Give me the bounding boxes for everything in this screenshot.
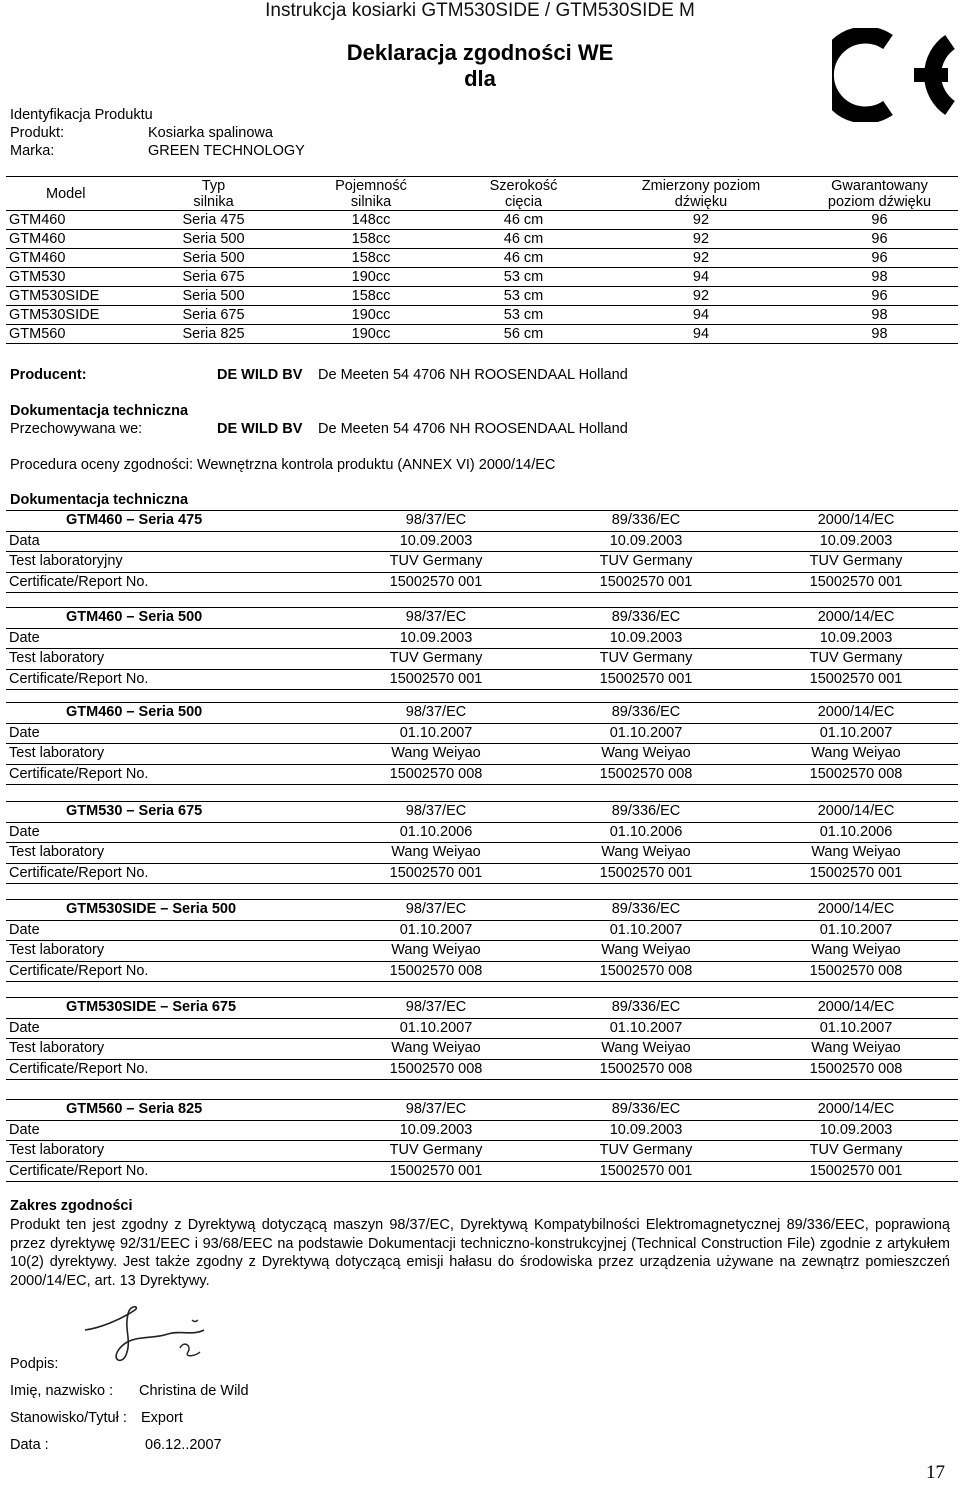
certification-model-row [6, 801, 958, 823]
certification-value: TUV Germany [809, 1142, 903, 1158]
certification-value: 15002570 001 [809, 573, 903, 590]
models-table-cell: GTM560 [6, 325, 131, 344]
certification-value: 15002570 001 [599, 864, 693, 881]
certification-row-label: Date [9, 724, 40, 741]
position-value: Export [141, 1410, 183, 1426]
certification-row-label: Test laboratoryjny [9, 553, 123, 569]
certification-row-label: GTM530SIDE – Seria 500 [66, 901, 237, 917]
models-table-cell: 190cc [296, 325, 446, 344]
certification-value: 15002570 001 [389, 1162, 483, 1179]
certification-value: TUV Germany [389, 1142, 483, 1158]
models-table-cell: Seria 475 [131, 211, 296, 230]
certification-value: TUV Germany [389, 553, 483, 569]
models-table-header-cell [801, 177, 958, 211]
certification-value: Wang Weiyao [811, 1040, 901, 1056]
header-line: Szerokość [489, 177, 558, 194]
certification-row-label: Certificate/Report No. [9, 765, 149, 782]
models-table-cell: 96 [801, 211, 958, 230]
documentation-address: De Meeten 54 4706 NH ROOSENDAAL Holland [318, 421, 628, 437]
certification-value: Wang Weiyao [601, 1040, 691, 1056]
certification-row-label: Date [9, 823, 40, 840]
certification-value: 01.10.2007 [819, 921, 893, 938]
certification-value: 01.10.2007 [819, 724, 893, 741]
models-table-cell: GTM530SIDE [6, 287, 131, 306]
certification-value: 10.09.2003 [609, 532, 683, 549]
models-table-cell: 158cc [296, 249, 446, 268]
certification-value: 15002570 008 [389, 1060, 483, 1077]
producer-name: DE WILD BV [217, 367, 303, 383]
certification-lab-row [6, 552, 958, 573]
certification-value: 01.10.2007 [399, 724, 473, 741]
models-table-cell: 158cc [296, 230, 446, 249]
models-table-cell: Seria 825 [131, 325, 296, 344]
models-table-cell: 92 [601, 249, 801, 268]
declaration-title-line1: Deklaracja zgodności WE [346, 40, 614, 65]
models-table-cell: 53 cm [446, 287, 601, 306]
certification-block [6, 899, 958, 982]
certification-value: 15002570 001 [809, 864, 903, 881]
certification-value: 15002570 008 [599, 765, 693, 782]
certification-row-label: Certificate/Report No. [9, 670, 149, 687]
certification-value: 15002570 008 [809, 765, 903, 782]
certification-value: 10.09.2003 [399, 532, 473, 549]
certification-value: Wang Weiyao [391, 1040, 481, 1056]
certification-lab-row [6, 649, 958, 670]
models-table-header-cell [6, 177, 131, 211]
certification-report-row [6, 573, 958, 594]
models-table-cell: 190cc [296, 268, 446, 287]
page-number: 17 [926, 1462, 945, 1483]
brand-value: GREEN TECHNOLOGY [148, 143, 305, 159]
certification-value: 98/37/EC [405, 999, 467, 1015]
certification-value: TUV Germany [599, 553, 693, 569]
documentation-label: Dokumentacja techniczna [10, 403, 189, 419]
certification-report-row [6, 962, 958, 983]
certification-value: 10.09.2003 [819, 1121, 893, 1138]
models-table-cell: 98 [801, 268, 958, 287]
certification-lab-row [6, 1039, 958, 1060]
tech-docs-heading: Dokumentacja techniczna [10, 492, 189, 508]
certification-value: 15002570 008 [389, 765, 483, 782]
certification-value: 98/37/EC [405, 512, 467, 528]
models-table-cell: Seria 500 [131, 230, 296, 249]
header-line: silnika [193, 193, 234, 210]
certification-value: 89/336/EC [611, 999, 681, 1015]
name-label: Imię, nazwisko : [10, 1383, 114, 1399]
document-header-title: Instrukcja kosiarki GTM530SIDE / GTM530SIDE M [265, 0, 695, 21]
certification-value: TUV Germany [599, 650, 693, 666]
certification-value: 01.10.2007 [399, 921, 473, 938]
models-table-cell: 53 cm [446, 268, 601, 287]
procedure-text: Procedura oceny zgodności: Wewnętrzna kontrola produktu (ANNEX VI) 2000/14/EC [10, 457, 556, 473]
certification-value: 15002570 001 [809, 1162, 903, 1179]
certification-value: Wang Weiyao [811, 844, 901, 860]
certification-row-label: Date [9, 921, 40, 938]
models-table-row [6, 268, 958, 287]
certification-value: TUV Germany [809, 650, 903, 666]
certification-value: Wang Weiyao [601, 942, 691, 958]
declaration-title [300, 40, 660, 92]
producer-label: Producent: [10, 367, 87, 383]
models-table-cell: 46 cm [446, 249, 601, 268]
certification-model-row [6, 899, 958, 921]
certification-date-row [6, 1121, 958, 1142]
certification-value: 89/336/EC [611, 1101, 681, 1117]
certification-value: 2000/14/EC [817, 1101, 895, 1117]
certification-block [6, 997, 958, 1080]
certification-row-label: Test laboratory [9, 1142, 105, 1158]
certification-value: 98/37/EC [405, 609, 467, 625]
models-table-cell: GTM460 [6, 249, 131, 268]
certification-value: 10.09.2003 [399, 1121, 473, 1138]
models-table-row [6, 287, 958, 306]
header-line: silnika [350, 193, 392, 210]
header-line: Typ [201, 177, 226, 194]
certification-value: 98/37/EC [405, 803, 467, 819]
certification-lab-row [6, 843, 958, 864]
models-table-header-cell [131, 177, 296, 211]
certification-value: Wang Weiyao [811, 745, 901, 761]
certification-value: 01.10.2006 [609, 823, 683, 840]
models-table-cell: GTM530 [6, 268, 131, 287]
position-label: Stanowisko/Tytuł : [10, 1410, 127, 1426]
certification-date-row [6, 823, 958, 844]
models-table-cell: 92 [601, 211, 801, 230]
certification-value: 89/336/EC [611, 512, 681, 528]
models-table-header-row [6, 177, 958, 211]
certification-row-label: GTM530SIDE – Seria 675 [66, 999, 237, 1015]
models-table-cell: Seria 500 [131, 249, 296, 268]
certification-value: 15002570 001 [809, 670, 903, 687]
declaration-title-line2: dla [464, 66, 496, 91]
certification-value: 98/37/EC [405, 704, 467, 720]
models-table-cell: 158cc [296, 287, 446, 306]
certification-date-row [6, 629, 958, 650]
certification-value: Wang Weiyao [391, 844, 481, 860]
scope-text: Produkt ten jest zgodny z Dyrektywą dotyczącą maszyn 98/37/EC, Dyrektywą Kompatybilności Elektromagnetycznej 89/336/EEC, poprawioną przez dyrektywę 92/31/EEC i 93/68/EEC na podstawie Dokumentacji techniczno-konstrukcyjnej (Technical Construction File) zgodnie z artykułem 10(2) dyrektywy. Jest także zgodny z Dyrektywą dotyczącą emisji hałasu do środowiska przez urządzenia używane na zewnątrz pomieszczeń 2000/14/EC, art. 13 Dyrektywy. [10, 1217, 950, 1289]
name-value: Christina de Wild [139, 1383, 249, 1399]
certification-lab-row [6, 1141, 958, 1162]
certification-value: Wang Weiyao [601, 844, 691, 860]
models-table-row [6, 249, 958, 268]
certification-value: 89/336/EC [611, 609, 681, 625]
signature-image [80, 1300, 230, 1380]
certification-value: 15002570 008 [809, 1060, 903, 1077]
models-table-cell: Seria 675 [131, 268, 296, 287]
header-line: cięcia [504, 193, 543, 210]
certification-value: TUV Germany [389, 650, 483, 666]
certification-value: 89/336/EC [611, 901, 681, 917]
models-table-cell: 94 [601, 268, 801, 287]
models-table-cell: 96 [801, 230, 958, 249]
brand-label: Marka: [10, 143, 55, 159]
certification-value: 2000/14/EC [817, 512, 895, 528]
models-table-cell: 148cc [296, 211, 446, 230]
certification-value: TUV Germany [809, 553, 903, 569]
certification-value: 89/336/EC [611, 803, 681, 819]
certification-report-row [6, 670, 958, 691]
certification-value: 15002570 001 [389, 573, 483, 590]
certification-value: 01.10.2007 [609, 1019, 683, 1036]
certification-model-row [6, 997, 958, 1019]
header-line: Zmierzony poziom [641, 177, 761, 194]
certification-row-label: GTM460 – Seria 500 [66, 704, 203, 720]
certification-block [6, 1099, 958, 1182]
certification-lab-row [6, 941, 958, 962]
certification-value: 2000/14/EC [817, 901, 895, 917]
certification-value: 10.09.2003 [819, 629, 893, 646]
models-table-cell: 92 [601, 287, 801, 306]
certification-row-label: Certificate/Report No. [9, 962, 149, 979]
header-line: poziom dźwięku [827, 193, 932, 210]
certification-value: 2000/14/EC [817, 609, 895, 625]
date-label: Data : [10, 1437, 49, 1453]
certification-value: 10.09.2003 [399, 629, 473, 646]
certification-row-label: Test laboratory [9, 650, 105, 666]
ce-mark-icon [832, 28, 956, 122]
certification-model-row [6, 1099, 958, 1121]
certification-value: 01.10.2006 [819, 823, 893, 840]
models-table-cell: 46 cm [446, 211, 601, 230]
certification-value: TUV Germany [599, 1142, 693, 1158]
models-table-row [6, 211, 958, 230]
certification-value: 15002570 001 [599, 573, 693, 590]
certification-block [6, 801, 958, 884]
models-table-row [6, 230, 958, 249]
models-table-cell: 96 [801, 249, 958, 268]
certification-block [6, 607, 958, 690]
certification-row-label: Data [9, 532, 40, 549]
models-table-cell: 98 [801, 306, 958, 325]
identification-heading: Identyfikacja Produktu [10, 107, 153, 123]
certification-date-row [6, 532, 958, 553]
certification-row-label: Test laboratory [9, 1040, 105, 1056]
certification-row-label: Certificate/Report No. [9, 1162, 149, 1179]
date-value: 06.12..2007 [145, 1437, 222, 1453]
models-table-cell: 96 [801, 287, 958, 306]
certification-value: 98/37/EC [405, 1101, 467, 1117]
certification-lab-row [6, 744, 958, 765]
models-table-cell: 53 cm [446, 306, 601, 325]
models-table-header-cell [446, 177, 601, 211]
certification-value: 10.09.2003 [819, 532, 893, 549]
header-line: dźwięku [674, 193, 728, 210]
certification-report-row [6, 864, 958, 885]
certification-value: 15002570 008 [599, 962, 693, 979]
models-table-cell: GTM530SIDE [6, 306, 131, 325]
certification-date-row [6, 921, 958, 942]
producer-address: De Meeten 54 4706 NH ROOSENDAAL Holland [318, 367, 628, 383]
certification-model-row [6, 510, 958, 532]
certification-model-row [6, 607, 958, 629]
models-table-cell: 56 cm [446, 325, 601, 344]
certification-value: Wang Weiyao [391, 745, 481, 761]
certification-date-row [6, 1019, 958, 1040]
certification-row-label: Date [9, 629, 40, 646]
models-table-cell: 46 cm [446, 230, 601, 249]
certification-model-row [6, 702, 958, 724]
certification-row-label: GTM530 – Seria 675 [66, 803, 203, 819]
certification-value: 01.10.2006 [399, 823, 473, 840]
certification-value: Wang Weiyao [391, 942, 481, 958]
certification-value: 01.10.2007 [609, 921, 683, 938]
certification-row-label: GTM460 – Seria 475 [66, 512, 203, 528]
models-table-header-cell [296, 177, 446, 211]
documentation-stored-label: Przechowywana we: [10, 421, 143, 437]
models-table-cell: 190cc [296, 306, 446, 325]
certification-value: 2000/14/EC [817, 999, 895, 1015]
models-table-row [6, 325, 958, 344]
models-table-cell: Seria 500 [131, 287, 296, 306]
certification-value: Wang Weiyao [811, 942, 901, 958]
certification-block [6, 702, 958, 785]
certification-value: 2000/14/EC [817, 704, 895, 720]
models-table-cell: 94 [601, 325, 801, 344]
certification-row-label: GTM560 – Seria 825 [66, 1101, 203, 1117]
certification-value: 98/37/EC [405, 901, 467, 917]
product-label: Produkt: [10, 125, 64, 141]
models-table-cell: 98 [801, 325, 958, 344]
models-table [6, 176, 958, 344]
certification-row-label: Date [9, 1019, 40, 1036]
certification-report-row [6, 765, 958, 786]
certification-value: 10.09.2003 [609, 1121, 683, 1138]
models-table-cell: 92 [601, 230, 801, 249]
certification-value: 15002570 008 [599, 1060, 693, 1077]
signature-label: Podpis: [10, 1356, 59, 1372]
certification-value: 10.09.2003 [609, 629, 683, 646]
certification-value: 01.10.2007 [609, 724, 683, 741]
certification-row-label: Certificate/Report No. [9, 864, 149, 881]
certification-value: Wang Weiyao [601, 745, 691, 761]
certification-date-row [6, 724, 958, 745]
certification-value: 2000/14/EC [817, 803, 895, 819]
certification-value: 15002570 001 [599, 1162, 693, 1179]
documentation-name: DE WILD BV [217, 421, 303, 437]
certification-value: 01.10.2007 [819, 1019, 893, 1036]
certification-value: 15002570 001 [389, 670, 483, 687]
models-table-cell: GTM460 [6, 211, 131, 230]
certification-value: 15002570 001 [389, 864, 483, 881]
certification-value: 15002570 008 [809, 962, 903, 979]
certification-row-label: Certificate/Report No. [9, 573, 149, 590]
certification-row-label: Date [9, 1121, 40, 1138]
certification-row-label: Test laboratory [9, 745, 105, 761]
certification-row-label: Certificate/Report No. [9, 1060, 149, 1077]
certification-value: 01.10.2007 [399, 1019, 473, 1036]
certification-value: 15002570 001 [599, 670, 693, 687]
certification-value: 15002570 008 [389, 962, 483, 979]
certification-row-label: Test laboratory [9, 942, 105, 958]
certification-value: 89/336/EC [611, 704, 681, 720]
scope-heading: Zakres zgodności [10, 1198, 133, 1214]
header-line: Pojemność [335, 177, 407, 194]
header-line: Model [46, 185, 86, 202]
certification-block [6, 510, 958, 593]
models-table-row [6, 306, 958, 325]
models-table-cell: Seria 675 [131, 306, 296, 325]
models-table-cell: GTM460 [6, 230, 131, 249]
models-table-header-cell [601, 177, 801, 211]
models-table-cell: 94 [601, 306, 801, 325]
certification-row-label: GTM460 – Seria 500 [66, 609, 203, 625]
product-value: Kosiarka spalinowa [148, 125, 273, 141]
certification-row-label: Test laboratory [9, 844, 105, 860]
certification-report-row [6, 1060, 958, 1081]
certification-report-row [6, 1162, 958, 1183]
header-line: Gwarantowany [831, 177, 928, 194]
